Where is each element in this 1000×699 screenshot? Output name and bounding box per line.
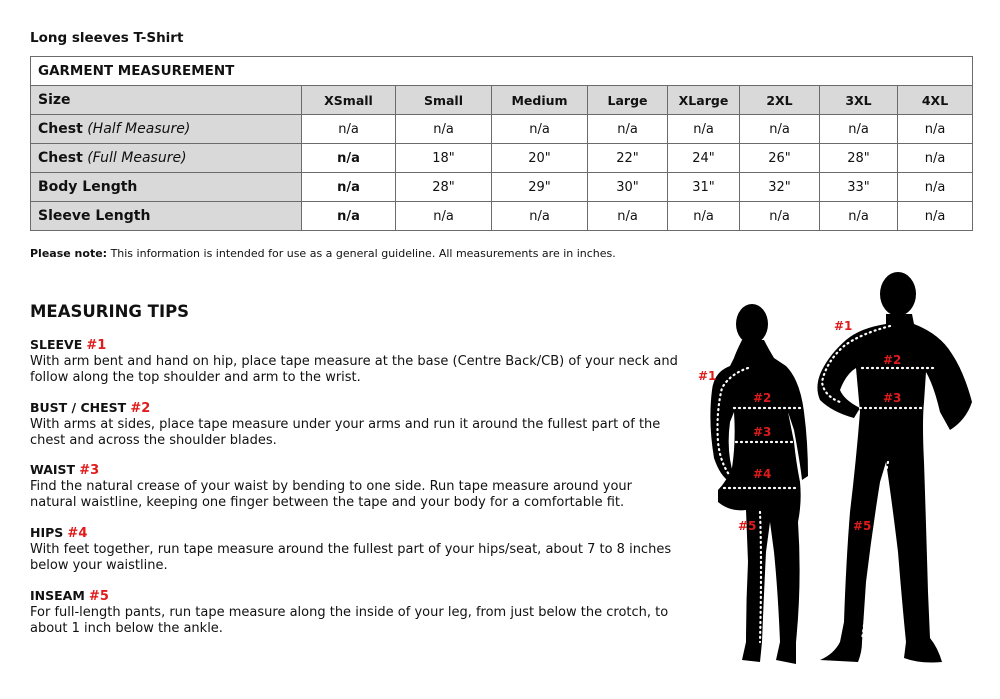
table-cell: 32" bbox=[740, 173, 820, 202]
tip-bust-chest bbox=[30, 400, 680, 449]
guideline-note bbox=[30, 247, 616, 260]
tip-heading: BUST / CHEST bbox=[30, 400, 127, 415]
tip-hips bbox=[30, 525, 680, 574]
size-column-header: Small bbox=[396, 86, 492, 115]
male-label-1: #1 bbox=[834, 319, 853, 333]
size-header-label: Size bbox=[31, 86, 302, 115]
table-cell: 22" bbox=[588, 144, 668, 173]
table-cell: 30" bbox=[588, 173, 668, 202]
table-cell: n/a bbox=[302, 115, 396, 144]
table-group-header: GARMENT MEASUREMENT bbox=[31, 57, 973, 86]
table-cell: n/a bbox=[396, 115, 492, 144]
female-inseam-line bbox=[760, 512, 761, 642]
tip-number: #5 bbox=[88, 589, 109, 604]
table-cell: 26" bbox=[740, 144, 820, 173]
table-cell: n/a bbox=[492, 202, 588, 231]
table-cell: 20" bbox=[492, 144, 588, 173]
tip-text: With arm bent and hand on hip, place tape measure at the base (Centre Back/CB) of your neck and follow along the top shoulder and arm to the wrist. bbox=[30, 354, 678, 385]
table-cell: n/a bbox=[668, 202, 740, 231]
tips-title: MEASURING TIPS bbox=[30, 302, 190, 321]
garment-measurement-table bbox=[30, 56, 973, 231]
size-column-header: XSmall bbox=[302, 86, 396, 115]
note-prefix: Please note: bbox=[30, 247, 108, 260]
table-cell: 28" bbox=[396, 173, 492, 202]
size-column-header: 4XL bbox=[898, 86, 973, 115]
female-label-3: #3 bbox=[753, 425, 772, 439]
table-cell: n/a bbox=[302, 202, 396, 231]
male-label-2: #2 bbox=[883, 353, 902, 367]
size-column-header: 3XL bbox=[820, 86, 898, 115]
table-row bbox=[31, 202, 973, 231]
note-text: This information is intended for use as a general guideline. All measurements are in inches. bbox=[110, 247, 616, 260]
tip-text: Find the natural crease of your waist by bending to one side. Run tape measure around your natural waistline, keeping one finger between the tape and your body for a comfortable fit. bbox=[30, 479, 633, 510]
table-cell: n/a bbox=[668, 115, 740, 144]
table-cell: n/a bbox=[898, 173, 973, 202]
table-row bbox=[31, 115, 973, 144]
female-label-4: #4 bbox=[753, 467, 772, 481]
row-label: Chest (Full Measure) bbox=[31, 144, 302, 173]
size-column-header: 2XL bbox=[740, 86, 820, 115]
female-label-2: #2 bbox=[753, 391, 772, 405]
table-cell: 18" bbox=[396, 144, 492, 173]
table-row bbox=[31, 144, 973, 173]
table-cell: 29" bbox=[492, 173, 588, 202]
tip-number: #2 bbox=[130, 401, 151, 416]
table-row bbox=[31, 173, 973, 202]
tip-number: #1 bbox=[86, 338, 107, 353]
row-label: Body Length bbox=[31, 173, 302, 202]
document-title: Long sleeves T-Shirt bbox=[30, 30, 184, 46]
row-label: Chest (Half Measure) bbox=[31, 115, 302, 144]
table-cell: n/a bbox=[898, 115, 973, 144]
female-silhouette bbox=[710, 304, 808, 664]
table-cell: 24" bbox=[668, 144, 740, 173]
table-cell: n/a bbox=[740, 115, 820, 144]
size-column-header: Medium bbox=[492, 86, 588, 115]
tip-sleeve bbox=[30, 337, 680, 386]
female-label-5: #5 bbox=[738, 519, 757, 533]
table-cell: 28" bbox=[820, 144, 898, 173]
table-cell: n/a bbox=[820, 202, 898, 231]
tip-heading: SLEEVE bbox=[30, 337, 83, 352]
size-column-header: Large bbox=[588, 86, 668, 115]
tip-heading: INSEAM bbox=[30, 588, 85, 603]
table-cell: 33" bbox=[820, 173, 898, 202]
table-cell: n/a bbox=[492, 115, 588, 144]
table-cell: n/a bbox=[898, 202, 973, 231]
table-cell: n/a bbox=[302, 173, 396, 202]
tip-text: With feet together, run tape measure around the fullest part of your hips/seat, about 7 to 8 inches below your waistline. bbox=[30, 542, 672, 573]
table-cell: n/a bbox=[820, 115, 898, 144]
table-cell: n/a bbox=[740, 202, 820, 231]
male-label-3: #3 bbox=[883, 391, 902, 405]
tip-text: With arms at sides, place tape measure under your arms and run it around the fullest part of the chest and across the shoulder blades. bbox=[30, 417, 661, 448]
tip-waist bbox=[30, 462, 680, 511]
tip-inseam bbox=[30, 588, 680, 637]
tip-heading: HIPS bbox=[30, 525, 64, 540]
female-label-1: #1 bbox=[698, 369, 717, 383]
tip-heading: WAIST bbox=[30, 462, 76, 477]
male-label-5: #5 bbox=[853, 519, 872, 533]
tip-number: #3 bbox=[79, 463, 100, 478]
table-cell: n/a bbox=[302, 144, 396, 173]
size-column-header: XLarge bbox=[668, 86, 740, 115]
row-label: Sleeve Length bbox=[31, 202, 302, 231]
tip-text: For full-length pants, run tape measure along the inside of your leg, from just below the crotch, to about 1 inch below the ankle. bbox=[30, 605, 669, 636]
table-cell: 31" bbox=[668, 173, 740, 202]
tip-number: #4 bbox=[67, 526, 88, 541]
table-cell: n/a bbox=[588, 115, 668, 144]
measurement-figures bbox=[690, 262, 990, 682]
size-header-row bbox=[31, 86, 973, 115]
table-cell: n/a bbox=[588, 202, 668, 231]
table-cell: n/a bbox=[396, 202, 492, 231]
table-cell: n/a bbox=[898, 144, 973, 173]
